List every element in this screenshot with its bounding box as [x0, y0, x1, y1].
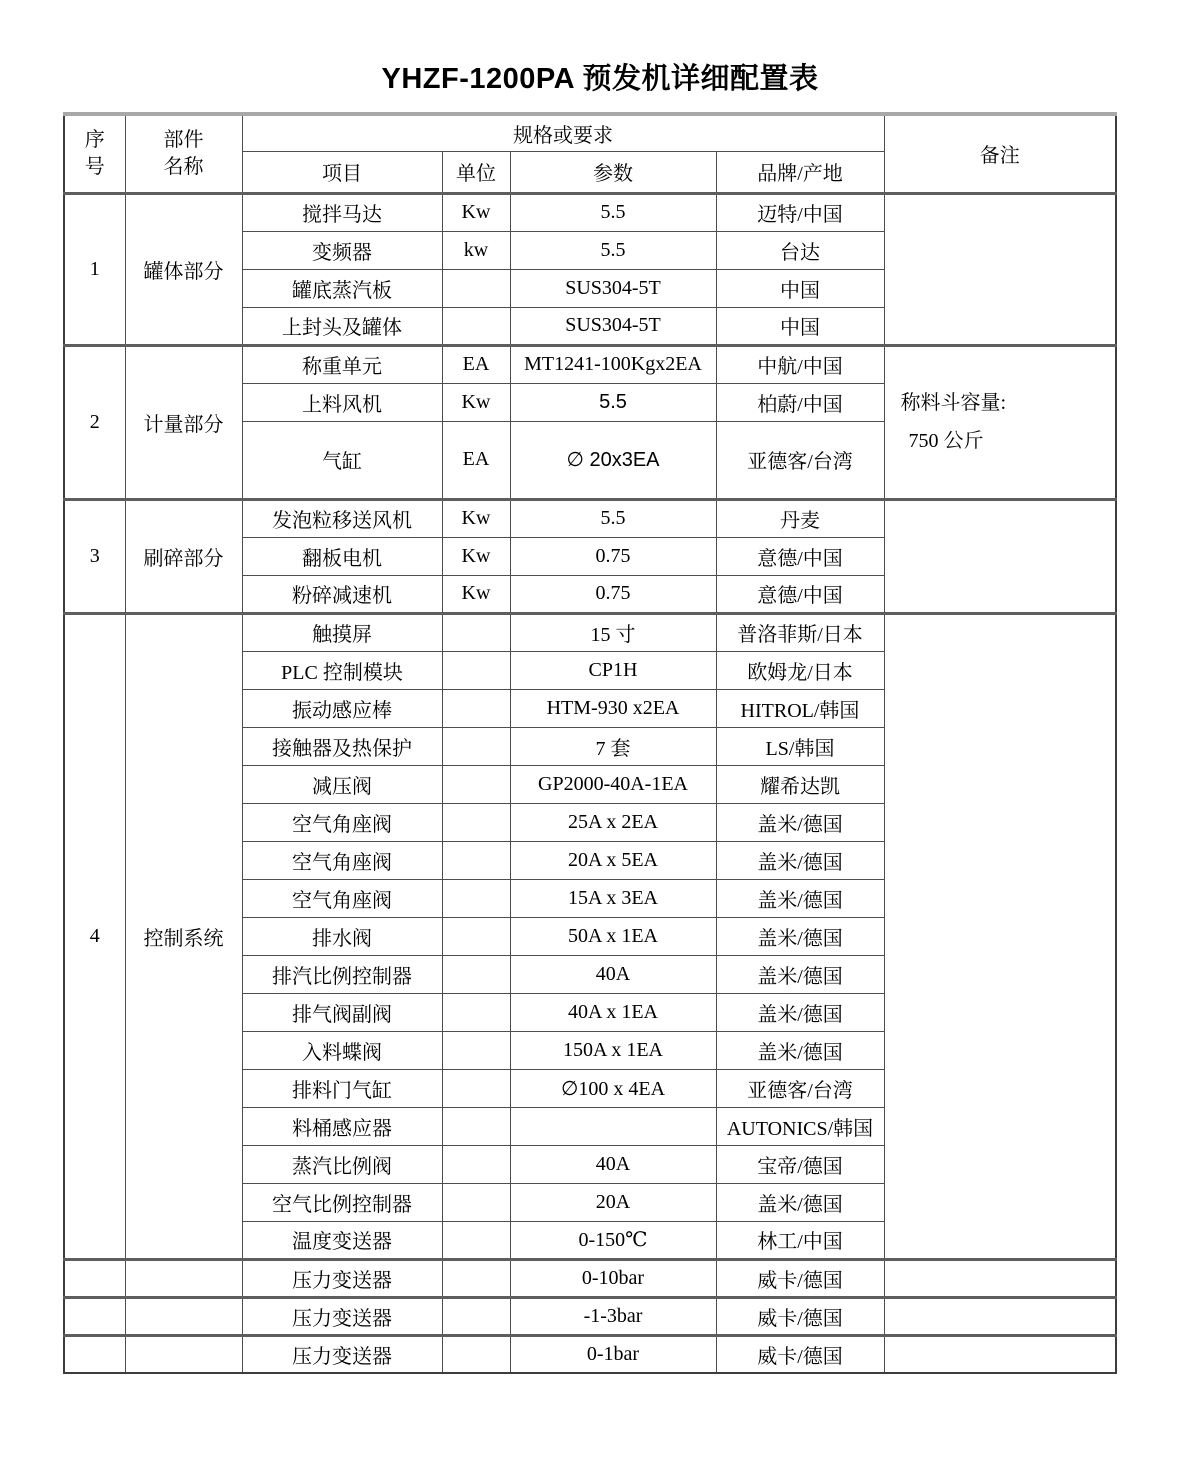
cell-remark [884, 499, 1116, 613]
cell-unit: Kw [442, 575, 510, 613]
cell-param: 7 套 [510, 727, 716, 765]
cell-unit [442, 651, 510, 689]
cell-item: PLC 控制模块 [242, 651, 442, 689]
cell-section-name: 罐体部分 [125, 193, 242, 345]
cell-unit: Kw [442, 383, 510, 421]
cell-param: 0-10bar [510, 1259, 716, 1297]
cell-item: 变频器 [242, 231, 442, 269]
cell-param: GP2000-40A-1EA [510, 765, 716, 803]
cell-brand: LS/韩国 [716, 727, 884, 765]
cell-unit: EA [442, 421, 510, 499]
cell-param: MT1241-100Kgx2EA [510, 345, 716, 383]
table-row [64, 193, 1116, 231]
cell-remark [884, 613, 1116, 1259]
cell-unit: Kw [442, 193, 510, 231]
cell-brand: AUTONICS/韩国 [716, 1107, 884, 1145]
cell-item: 压力变送器 [242, 1335, 442, 1373]
cell-item: 排汽比例控制器 [242, 955, 442, 993]
cell-param [510, 1107, 716, 1145]
cell-param: 15A x 3EA [510, 879, 716, 917]
cell-unit [442, 1259, 510, 1297]
cell-item: 发泡粒移送风机 [242, 499, 442, 537]
cell-param: 50A x 1EA [510, 917, 716, 955]
cell-brand: 威卡/德国 [716, 1297, 884, 1335]
cell-item: 振动感应棒 [242, 689, 442, 727]
cell-unit [442, 1031, 510, 1069]
cell-remark [884, 1259, 1116, 1297]
cell-remark [884, 345, 1116, 499]
cell-unit: Kw [442, 537, 510, 575]
cell-brand: 威卡/德国 [716, 1335, 884, 1373]
cell-brand: 盖米/德国 [716, 803, 884, 841]
cell-item: 空气角座阀 [242, 803, 442, 841]
cell-param: 40A [510, 955, 716, 993]
table-row [64, 499, 1116, 537]
cell-item: 排气阀副阀 [242, 993, 442, 1031]
cell-item: 空气角座阀 [242, 879, 442, 917]
cell-remark [884, 193, 1116, 345]
cell-brand: 意德/中国 [716, 575, 884, 613]
cell-item: 接触器及热保护 [242, 727, 442, 765]
cell-unit [442, 1297, 510, 1335]
cell-unit [442, 269, 510, 307]
cell-unit [442, 1183, 510, 1221]
cell-section-name [125, 1259, 242, 1297]
cell-brand: 欧姆龙/日本 [716, 651, 884, 689]
cell-brand: 盖米/德国 [716, 1031, 884, 1069]
header-item: 项目 [242, 151, 442, 193]
cell-item: 排水阀 [242, 917, 442, 955]
cell-param: HTM-930 x2EA [510, 689, 716, 727]
cell-item: 蒸汽比例阀 [242, 1145, 442, 1183]
cell-param: -1-3bar [510, 1297, 716, 1335]
cell-unit [442, 689, 510, 727]
cell-param: 150A x 1EA [510, 1031, 716, 1069]
cell-param: ∅ 20x3EA [510, 421, 716, 499]
cell-brand: 盖米/德国 [716, 841, 884, 879]
cell-section-name: 控制系统 [125, 613, 242, 1259]
cell-section-name: 计量部分 [125, 345, 242, 499]
cell-brand: 中国 [716, 269, 884, 307]
cell-unit [442, 307, 510, 345]
table-row [64, 1335, 1116, 1373]
cell-unit [442, 1069, 510, 1107]
header-no [64, 114, 125, 193]
spec-table [63, 112, 1117, 1374]
cell-section-no: 3 [64, 499, 125, 613]
cell-param: 0-150℃ [510, 1221, 716, 1259]
cell-brand: 迈特/中国 [716, 193, 884, 231]
cell-brand: 亚德客/台湾 [716, 1069, 884, 1107]
cell-unit [442, 1221, 510, 1259]
cell-section-no [64, 1335, 125, 1373]
cell-brand: 盖米/德国 [716, 917, 884, 955]
cell-param: 5.5 [510, 231, 716, 269]
cell-param: 5.5 [510, 193, 716, 231]
cell-item: 减压阀 [242, 765, 442, 803]
cell-param: 40A [510, 1145, 716, 1183]
header-param: 参数 [510, 151, 716, 193]
cell-brand: 台达 [716, 231, 884, 269]
header-no-label: 序号 [84, 128, 105, 178]
cell-item: 称重单元 [242, 345, 442, 383]
header-part-name [125, 114, 242, 193]
cell-param: 5.5 [510, 499, 716, 537]
cell-section-no [64, 1259, 125, 1297]
cell-param: 5.5 [510, 383, 716, 421]
header-brand: 品牌/产地 [716, 151, 884, 193]
cell-brand: 盖米/德国 [716, 1183, 884, 1221]
cell-param: 20A x 5EA [510, 841, 716, 879]
cell-brand: 耀希达凯 [716, 765, 884, 803]
cell-item: 空气比例控制器 [242, 1183, 442, 1221]
cell-section-name [125, 1297, 242, 1335]
header-spec-group: 规格或要求 [242, 114, 884, 151]
cell-item: 料桶感应器 [242, 1107, 442, 1145]
cell-section-no: 4 [64, 613, 125, 1259]
cell-brand: 柏蔚/中国 [716, 383, 884, 421]
cell-brand: 丹麦 [716, 499, 884, 537]
header-part-name-label: 部件名称 [163, 128, 204, 178]
cell-brand: 盖米/德国 [716, 879, 884, 917]
cell-unit [442, 1107, 510, 1145]
cell-brand: 中国 [716, 307, 884, 345]
cell-item: 上封头及罐体 [242, 307, 442, 345]
cell-remark [884, 1297, 1116, 1335]
cell-brand: 林工/中国 [716, 1221, 884, 1259]
table-row [64, 1259, 1116, 1297]
cell-brand: HITROL/韩国 [716, 689, 884, 727]
cell-unit [442, 1145, 510, 1183]
cell-param: 0.75 [510, 575, 716, 613]
cell-param: 25A x 2EA [510, 803, 716, 841]
table-row [64, 345, 1116, 383]
header-remark: 备注 [884, 114, 1116, 193]
header-unit: 单位 [442, 151, 510, 193]
cell-param: 40A x 1EA [510, 993, 716, 1031]
cell-param: 15 寸 [510, 613, 716, 651]
cell-item: 入料蝶阀 [242, 1031, 442, 1069]
cell-param: 0.75 [510, 537, 716, 575]
cell-item: 压力变送器 [242, 1259, 442, 1297]
cell-section-no: 1 [64, 193, 125, 345]
cell-item: 排料门气缸 [242, 1069, 442, 1107]
cell-item: 触摸屏 [242, 613, 442, 651]
cell-unit [442, 993, 510, 1031]
remark-line: 称料斗容量: [900, 392, 1007, 414]
cell-item: 搅拌马达 [242, 193, 442, 231]
cell-unit [442, 841, 510, 879]
cell-param: SUS304-5T [510, 307, 716, 345]
table-row [64, 613, 1116, 651]
header-row-1 [64, 114, 1116, 151]
cell-unit [442, 1335, 510, 1373]
cell-unit [442, 727, 510, 765]
cell-unit [442, 955, 510, 993]
cell-brand: 盖米/德国 [716, 955, 884, 993]
cell-unit [442, 917, 510, 955]
cell-section-no: 2 [64, 345, 125, 499]
cell-brand: 中航/中国 [716, 345, 884, 383]
cell-brand: 亚德客/台湾 [716, 421, 884, 499]
cell-item: 粉碎减速机 [242, 575, 442, 613]
remark-line: 750 公斤 [908, 430, 984, 452]
cell-param: 0-1bar [510, 1335, 716, 1373]
cell-param: CP1H [510, 651, 716, 689]
cell-param: 20A [510, 1183, 716, 1221]
cell-brand: 普洛菲斯/日本 [716, 613, 884, 651]
cell-section-name [125, 1335, 242, 1373]
cell-item: 压力变送器 [242, 1297, 442, 1335]
cell-param: SUS304-5T [510, 269, 716, 307]
cell-unit: kw [442, 231, 510, 269]
cell-unit: EA [442, 345, 510, 383]
cell-unit [442, 879, 510, 917]
cell-unit: Kw [442, 499, 510, 537]
cell-item: 温度变送器 [242, 1221, 442, 1259]
cell-brand: 宝帝/德国 [716, 1145, 884, 1183]
cell-item: 罐底蒸汽板 [242, 269, 442, 307]
cell-brand: 威卡/德国 [716, 1259, 884, 1297]
cell-unit [442, 765, 510, 803]
cell-item: 上料风机 [242, 383, 442, 421]
cell-remark [884, 1335, 1116, 1373]
page-title: YHZF-1200PA 预发机详细配置表 [381, 63, 819, 95]
cell-brand: 意德/中国 [716, 537, 884, 575]
cell-item: 气缸 [242, 421, 442, 499]
table-row [64, 1297, 1116, 1335]
cell-brand: 盖米/德国 [716, 993, 884, 1031]
cell-unit [442, 803, 510, 841]
cell-item: 空气角座阀 [242, 841, 442, 879]
cell-param: ∅100 x 4EA [510, 1069, 716, 1107]
cell-item: 翻板电机 [242, 537, 442, 575]
cell-unit [442, 613, 510, 651]
cell-section-no [64, 1297, 125, 1335]
cell-section-name: 刷碎部分 [125, 499, 242, 613]
